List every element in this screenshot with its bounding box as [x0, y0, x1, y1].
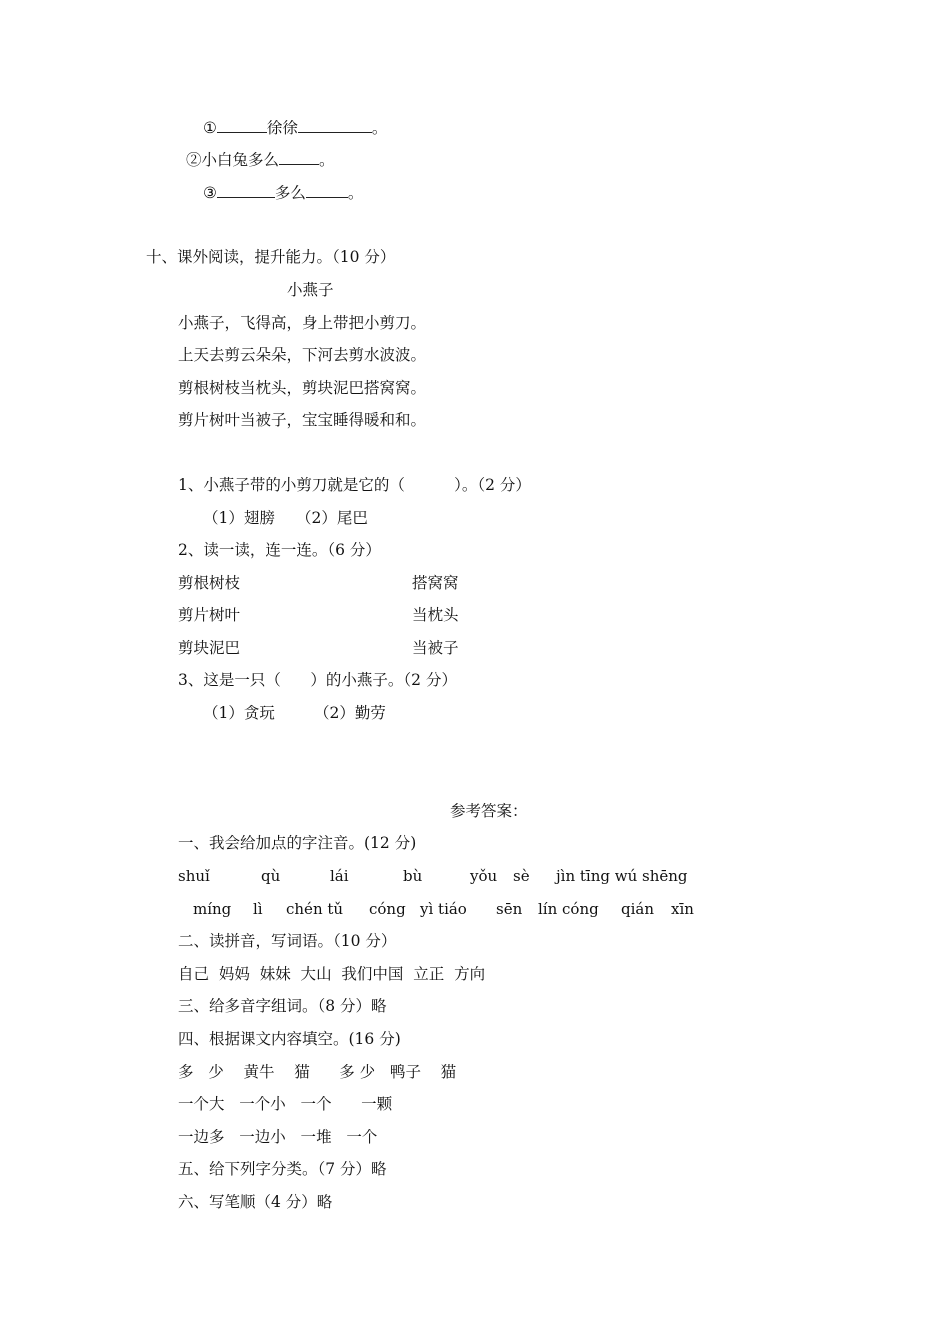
item-number: ②: [186, 151, 202, 169]
option: （2）尾巴: [296, 509, 368, 527]
pinyin: jìn tīng wú shēng: [556, 867, 688, 885]
option: （2）勤劳: [314, 704, 386, 722]
blank: [298, 117, 372, 133]
fill-text: 多么: [274, 184, 306, 202]
answer-heading: 一、我会给加点的字注音。(12 分): [178, 834, 417, 852]
answer-text: 自己 妈妈 妹妹 大山 我们中国 立正 方向: [178, 965, 486, 983]
pinyin: qù: [261, 867, 281, 885]
poem-line: 上天去剪云朵朵，下河去剪水波波。: [178, 346, 427, 364]
fill-line-3: [203, 182, 363, 203]
answer-heading: 二、读拼音，写词语。（10 分）: [178, 932, 397, 950]
blank: [217, 182, 275, 198]
pinyin: yǒu: [470, 867, 498, 885]
answer-text: 一个大 一个小 一个 一颗: [178, 1095, 393, 1113]
pinyin: sè: [513, 867, 530, 885]
poem-line: 小燕子，飞得高，身上带把小剪刀。: [178, 314, 427, 332]
match-right: 当被子: [412, 639, 459, 657]
match-left: 剪根树枝: [178, 574, 241, 592]
match-left: 剪块泥巴: [178, 639, 241, 657]
answer-text: 一边多 一边小 一堆 一个: [178, 1128, 378, 1146]
item-number: ①: [203, 119, 217, 137]
match-left: 剪片树叶: [178, 606, 241, 624]
pinyin: lì: [253, 900, 263, 918]
question-3: 3、这是一只（ ）的小燕子。（2 分）: [178, 671, 457, 689]
pinyin: sēn: [496, 900, 523, 918]
pinyin: xīn: [671, 900, 694, 918]
pinyin: cóng: [369, 900, 406, 918]
answer-heading: 六、写笔顺（4 分）略: [178, 1193, 333, 1211]
fill-end: 。: [347, 184, 364, 202]
answers-title: 参考答案：: [450, 802, 528, 820]
fill-line-1: [203, 117, 387, 138]
poem-line: 剪根树枝当枕头，剪块泥巴搭窝窝。: [178, 379, 427, 397]
answer-text: 多 少 黄牛 猫 多 少 鸭子 猫: [178, 1063, 457, 1081]
blank: [217, 117, 267, 133]
blank: [279, 149, 319, 165]
pinyin: shuǐ: [178, 867, 210, 885]
blank: [306, 182, 348, 198]
fill-text: 小白兔多么: [201, 151, 280, 169]
pinyin: lín cóng: [538, 900, 599, 918]
option: （1）翅膀: [203, 509, 275, 527]
poem-line: 剪片树叶当被子，宝宝睡得暖和和。: [178, 411, 427, 429]
fill-text: 徐徐: [266, 119, 298, 137]
fill-line-2: [186, 149, 335, 170]
answer-heading: 四、根据课文内容填空。(16 分): [178, 1030, 401, 1048]
fill-end: 。: [319, 151, 335, 169]
pinyin: yì tiáo: [420, 900, 467, 918]
pinyin: chén tǔ: [286, 900, 344, 918]
section-heading: 十、课外阅读，提升能力。（10 分）: [146, 248, 396, 266]
pinyin: míng: [193, 900, 232, 918]
answer-heading: 三、给多音字组词。（8 分）略: [178, 997, 387, 1015]
match-right: 当枕头: [412, 606, 459, 624]
item-number: ③: [203, 184, 217, 202]
question-2: 2、读一读，连一连。（6 分）: [178, 541, 381, 559]
pinyin: lái: [330, 867, 349, 885]
poem-title: 小燕子: [287, 281, 334, 299]
pinyin: qián: [621, 900, 655, 918]
match-right: 搭窝窝: [412, 574, 459, 592]
fill-end: 。: [371, 119, 388, 137]
option: （1）贪玩: [203, 704, 275, 722]
answer-heading: 五、给下列字分类。（7 分）略: [178, 1160, 387, 1178]
pinyin: bù: [403, 867, 423, 885]
question-1: 1、小燕子带的小剪刀就是它的（ ）。（2 分）: [178, 476, 531, 494]
